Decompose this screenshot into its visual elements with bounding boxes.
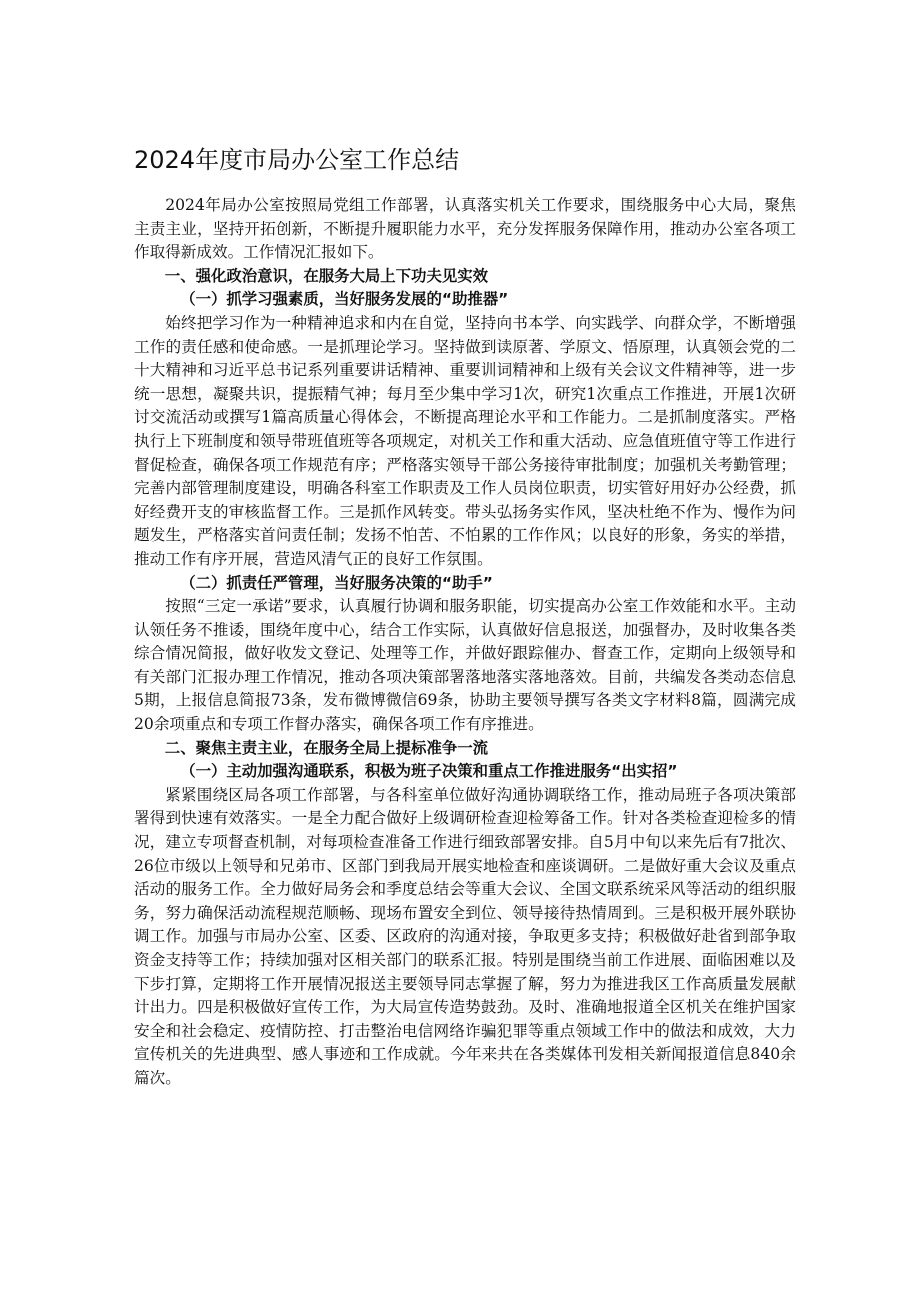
section-1-sub-2-heading: （二）抓责任严管理，当好服务决策的“助手” — [180, 573, 493, 592]
section-2-sub-1-heading: （一）主动加强沟通联系，积极为班子决策和重点工作推进服务“出实招” — [180, 762, 678, 781]
document-title: 2024年度市局办公室工作总结 — [134, 146, 460, 174]
section-1-heading: 一、强化政治意识，在服务大局上下功夫见实效 — [164, 266, 489, 285]
intro-paragraph: 2024年局办公室按照局党组工作部署，认真落实机关工作要求，围绕服务中心大局，聚焦主责主业，坚持开拓创新，不断提升履职能力水平，充分发挥服务保障作用，推动办公室各项工作取得新成效。工作情况汇报如下。 — [134, 196, 796, 262]
section-1-sub-1-paragraph: 始终把学习作为一种精神追求和内在自觉，坚持向书本学、向实践学、向群众学，不断增强工作的责任感和使命感。一是抓理论学习。坚持做到读原著、学原文、悟原理，认真领会党的二十大精神和习近平总书记系列重要讲话精神、重要训词精神和上级有关会议文件精神等，进一步统一思想，凝聚共识，提振精气神；每月至少集中学习1次，研究1次重点工作推进，开展1次研讨交流活动或撰写1篇高质量心得体会，不断提高理论水平和工作能力。二是抓制度落实。严格执行上下班制度和领导带班值班等各项规定，对机关工作和重大活动、应急值班值守等工作进行督促检查，确保各项工作规范有序；严格落实领导干部公务接待审批制度；加强机关考勤管理；完善内部管理制度建设，明确各科室工作职责及工作人员岗位职责，切实管好用好办公经费，抓好经费开支的审核监督工作。三是抓作风转变。带头弘扬务实作风，坚决杜绝不作为、慢作为问题发生，严格落实首问责任制；发扬不怕苦、不怕累的工作作风；以良好的形象，务实的举措，推动工作有序开展，营造风清气正的良好工作氛围。 — [134, 313, 796, 568]
section-1-sub-1-heading: （一）抓学习强素质，当好服务发展的“助推器” — [180, 290, 509, 309]
section-2-heading: 二、聚焦主责主业，在服务全局上提标准争一流 — [164, 738, 489, 757]
section-1-sub-2-paragraph: 按照“三定一承诺”要求，认真履行协调和服务职能，切实提高办公室工作效能和水平。主动认领任务不推诿，围绕年度中心，结合工作实际，认真做好信息报送，加强督办，及时收集各类综合情况简报，做好收发文登记、处理等工作，并做好跟踪催办、督查工作，定期向上级领导和有关部门汇报办理工作情况，推动各项决策部署落地落实落地落效。目前，共编发各类动态信息5期，上报信息简报73条，发布微博微信69条，协助主要领导撰写各类文字材料8篇，圆满完成20余项重点和专项工作督办落实，确保各项工作有序推进。 — [134, 597, 796, 734]
section-2-sub-1-paragraph: 紧紧围绕区局各项工作部署，与各科室单位做好沟通协调联络工作，推动局班子各项决策部署得到快速有效落实。一是全力配合做好上级调研检查迎检筹备工作。针对各类检查迎检多的情况，建立专项督查机制，对每项检查准备工作进行细致部署安排。自5月中旬以来先后有7批次、26位市级以上领导和兄弟市、区部门到我局开展实地检查和座谈调研。二是做好重大会议及重点活动的服务工作。全力做好局务会和季度总结会等重大会议、全国文联系统采风等活动的组织服务，努力确保活动流程规范顺畅、现场布置安全到位、领导接待热情周到。三是积极开展外联协调工作。加强与市局办公室、区委、区政府的沟通对接，争取更多支持；积极做好赴省到部争取资金支持等工作；持续加强对区相关部门的联系汇报。特别是围绕当前工作进展、面临困难以及下步打算，定期将工作开展情况报送主要领导同志掌握了解，努力为推进我区工作高质量发展献计出力。四是积极做好宣传工作，为大局宣传造势鼓劲。及时、准确地报道全区机关在维护国家安全和社会稳定、疫情防控、打击整治电信网络诈骗犯罪等重点领域工作中的做法和成效，大力宣传机关的先进典型、感人事迹和工作成就。今年来共在各类媒体刊发相关新闻报道信息840余篇次。 — [134, 785, 796, 1087]
document-body — [134, 194, 796, 1091]
